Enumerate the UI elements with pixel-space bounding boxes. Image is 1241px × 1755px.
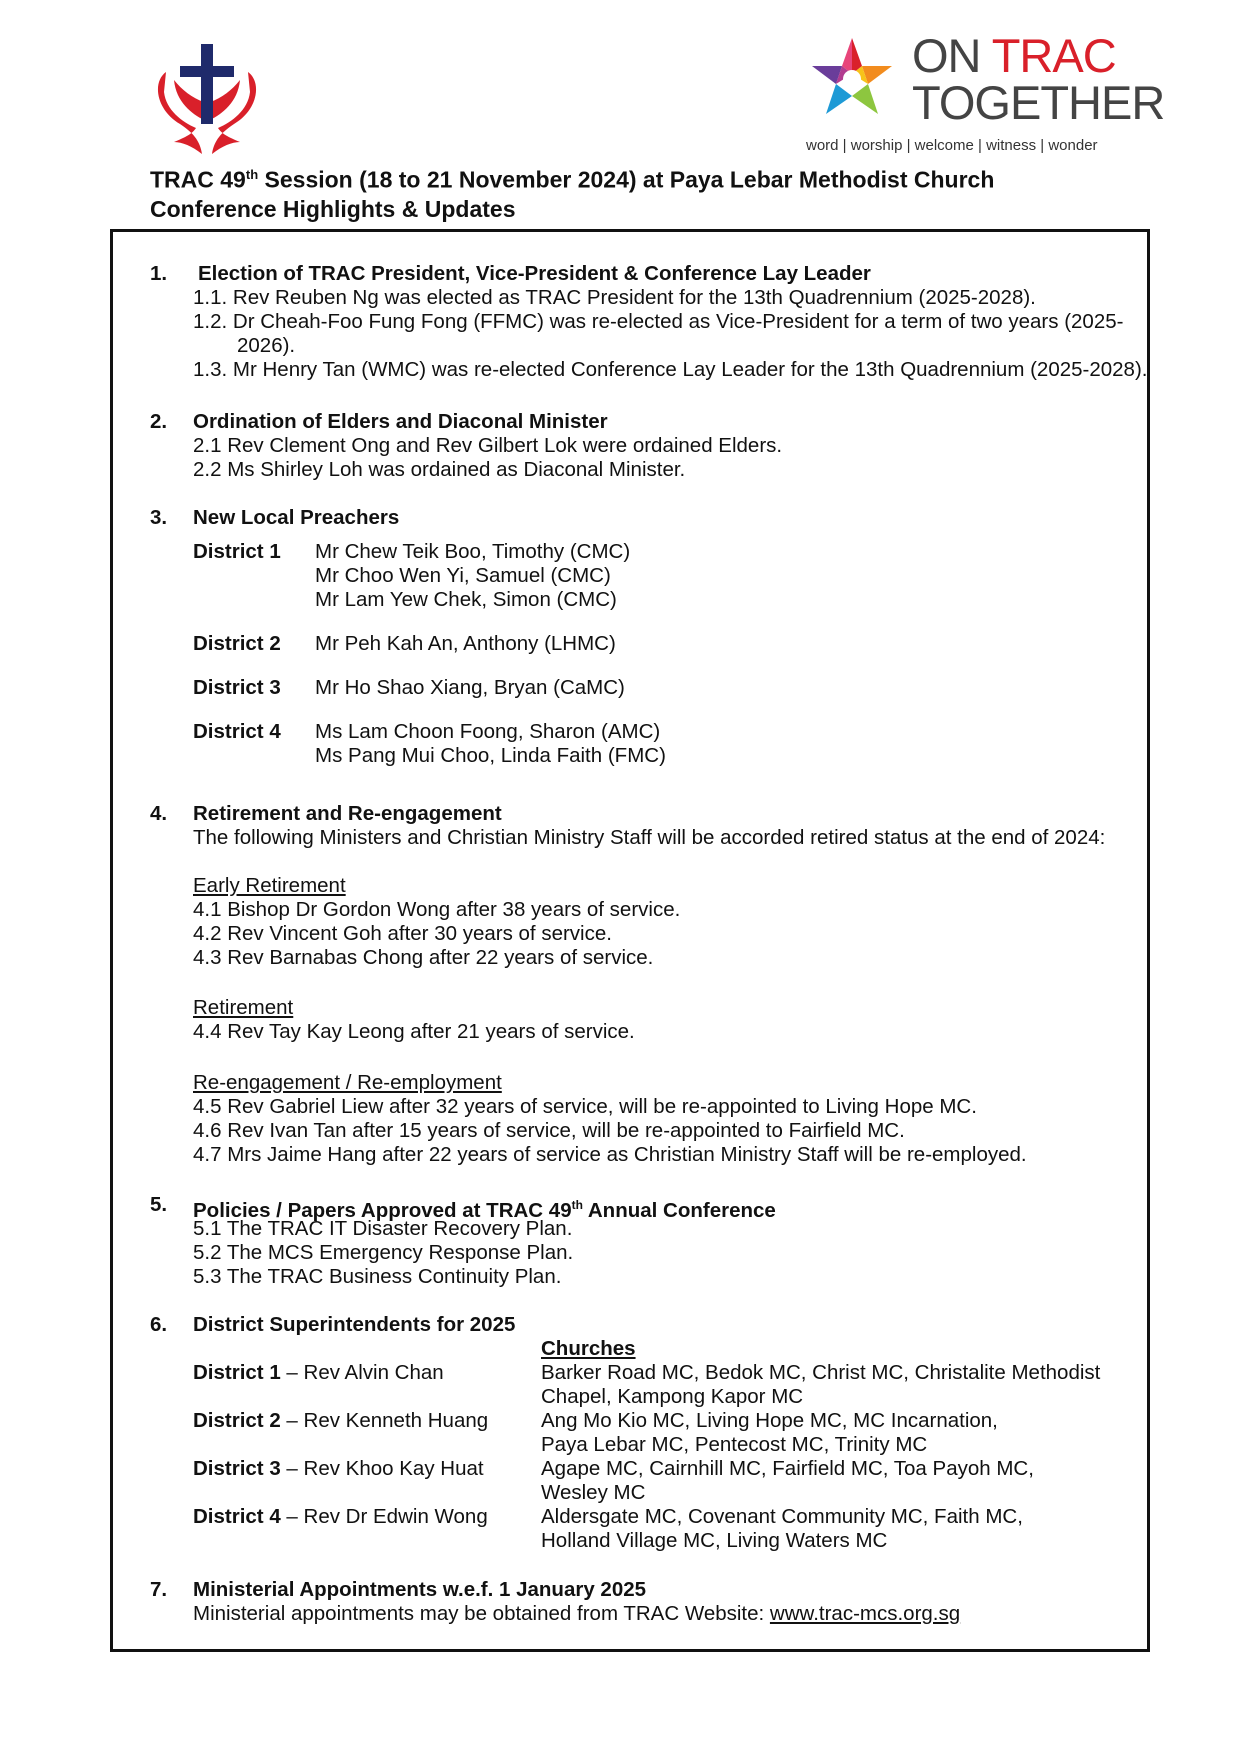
heading-line1-sup: th bbox=[245, 167, 259, 182]
trac-website-link[interactable]: www.trac-mcs.org.sg bbox=[769, 1602, 961, 1625]
section-7-title: Ministerial Appointments w.e.f. 1 January 2025 bbox=[193, 1578, 647, 1601]
ds-district-2-label: District 2 bbox=[193, 1409, 281, 1432]
section-6-number: 6. bbox=[150, 1313, 168, 1336]
section-7-text-body: Ministerial appointments may be obtained from TRAC Website: bbox=[193, 1602, 770, 1625]
ds-district-3-churches-1: Agape MC, Cairnhill MC, Fairfield MC, Toa Payoh MC, bbox=[541, 1457, 1034, 1480]
heading-line2: Conference Highlights & Updates bbox=[150, 195, 516, 222]
logo-tagline: word | worship | welcome | witness | wonder bbox=[806, 137, 1098, 154]
section-1-item-2a: 1.2. Dr Cheah-Foo Fung Fong (FFMC) was re-elected as Vice-President for a term of two years (2025- bbox=[193, 310, 1124, 333]
section-1-number: 1. bbox=[150, 262, 168, 285]
section-5-title-post: Annual Conference bbox=[582, 1198, 776, 1222]
ds-district-2-churches-2: Paya Lebar MC, Pentecost MC, Trinity MC bbox=[541, 1433, 928, 1456]
section-4-item-7: 4.7 Mrs Jaime Hang after 22 years of service as Christian Ministry Staff will be re-employed. bbox=[193, 1143, 1027, 1166]
preachers-district-2: District 2 bbox=[193, 632, 281, 655]
ds-district-1-churches-2: Chapel, Kampong Kapor MC bbox=[541, 1385, 804, 1408]
retirement-heading: Retirement bbox=[193, 996, 294, 1019]
section-4-item-5: 4.5 Rev Gabriel Liew after 32 years of service, will be re-appointed to Living Hope MC. bbox=[193, 1095, 977, 1118]
ds-district-3-churches-2: Wesley MC bbox=[541, 1481, 646, 1504]
preacher-d1-b: Mr Choo Wen Yi, Samuel (CMC) bbox=[315, 564, 611, 587]
section-4-item-1: 4.1 Bishop Dr Gordon Wong after 38 years of service. bbox=[193, 898, 681, 921]
section-4-item-2: 4.2 Rev Vincent Goh after 30 years of service. bbox=[193, 922, 612, 945]
section-2-title: Ordination of Elders and Diaconal Minister bbox=[193, 410, 608, 433]
section-5-item-3: 5.3 The TRAC Business Continuity Plan. bbox=[193, 1265, 562, 1288]
preacher-d1-a: Mr Chew Teik Boo, Timothy (CMC) bbox=[315, 540, 631, 563]
ds-district-1-churches-1: Barker Road MC, Bedok MC, Christ MC, Christalite Methodist bbox=[541, 1361, 1101, 1384]
section-3-title: New Local Preachers bbox=[193, 506, 400, 529]
section-5-title-sup: th bbox=[571, 1198, 583, 1212]
preacher-d2-a: Mr Peh Kah An, Anthony (LHMC) bbox=[315, 632, 616, 655]
preachers-district-3: District 3 bbox=[193, 676, 281, 699]
wordmark-trac: TRAC bbox=[991, 29, 1116, 82]
ds-district-2-churches-1: Ang Mo Kio MC, Living Hope MC, MC Incarnation, bbox=[541, 1409, 998, 1432]
section-4-intro: The following Ministers and Christian Ministry Staff will be accorded retired status at the end of 2024: bbox=[193, 826, 1106, 849]
wordmark-on: ON bbox=[912, 29, 992, 82]
heading-line1-post: Session (18 to 21 November 2024) at Paya Lebar Methodist Church bbox=[258, 166, 995, 193]
section-5-number: 5. bbox=[150, 1193, 168, 1216]
churches-heading: Churches bbox=[541, 1337, 636, 1360]
section-7-text bbox=[193, 1602, 960, 1626]
section-3-number: 3. bbox=[150, 506, 168, 529]
document-heading bbox=[150, 160, 994, 224]
section-4-item-4: 4.4 Rev Tay Kay Leong after 21 years of service. bbox=[193, 1020, 635, 1043]
ds-district-4-churches-1: Aldersgate MC, Covenant Community MC, Faith MC, bbox=[541, 1505, 1023, 1528]
ds-district-3-label: District 3 bbox=[193, 1457, 281, 1480]
ds-district-1-label: District 1 bbox=[193, 1361, 281, 1384]
ds-district-4-churches-2: Holland Village MC, Living Waters MC bbox=[541, 1529, 888, 1552]
wordmark-together: TOGETHER bbox=[912, 76, 1165, 129]
heading-line1-pre: TRAC 49 bbox=[150, 166, 246, 193]
section-5-item-2: 5.2 The MCS Emergency Response Plan. bbox=[193, 1241, 574, 1264]
section-2-item-2: 2.2 Ms Shirley Loh was ordained as Diaconal Minister. bbox=[193, 458, 686, 481]
superintendent-district-3 bbox=[193, 1457, 484, 1481]
superintendent-district-2 bbox=[193, 1409, 488, 1433]
on-trac-together-star-logo bbox=[806, 34, 898, 124]
methodist-cross-flame-logo bbox=[152, 42, 262, 157]
preacher-d4-a: Ms Lam Choon Foong, Sharon (AMC) bbox=[315, 720, 661, 743]
section-1-title: Election of TRAC President, Vice-President & Conference Lay Leader bbox=[198, 262, 871, 285]
ds-district-4-label: District 4 bbox=[193, 1505, 281, 1528]
section-1-item-1: 1.1. Rev Reuben Ng was elected as TRAC President for the 13th Quadrennium (2025-2028). bbox=[193, 286, 1036, 309]
superintendent-district-1 bbox=[193, 1361, 444, 1385]
ds-district-3-name: – Rev Khoo Kay Huat bbox=[280, 1457, 484, 1480]
section-4-title: Retirement and Re-engagement bbox=[193, 802, 502, 825]
section-2-item-1: 2.1 Rev Clement Ong and Rev Gilbert Lok were ordained Elders. bbox=[193, 434, 783, 457]
superintendent-district-4 bbox=[193, 1505, 488, 1529]
ds-district-2-name: – Rev Kenneth Huang bbox=[280, 1409, 489, 1432]
section-2-number: 2. bbox=[150, 410, 168, 433]
section-4-number: 4. bbox=[150, 802, 168, 825]
section-1-item-3: 1.3. Mr Henry Tan (WMC) was re-elected Conference Lay Leader for the 13th Quadrennium (2025-2028). bbox=[193, 358, 1148, 381]
section-1-item-2b: 2026). bbox=[237, 334, 296, 357]
ds-district-1-name: – Rev Alvin Chan bbox=[280, 1361, 444, 1384]
ds-district-4-name: – Rev Dr Edwin Wong bbox=[280, 1505, 488, 1528]
section-4-item-6: 4.6 Rev Ivan Tan after 15 years of service, will be re-appointed to Fairfield MC. bbox=[193, 1119, 905, 1142]
preacher-d1-c: Mr Lam Yew Chek, Simon (CMC) bbox=[315, 588, 617, 611]
early-retirement-heading: Early Retirement bbox=[193, 874, 346, 897]
preacher-d3-a: Mr Ho Shao Xiang, Bryan (CaMC) bbox=[315, 676, 625, 699]
section-7-number: 7. bbox=[150, 1578, 168, 1601]
preacher-d4-b: Ms Pang Mui Choo, Linda Faith (FMC) bbox=[315, 744, 666, 767]
section-5-item-1: 5.1 The TRAC IT Disaster Recovery Plan. bbox=[193, 1217, 573, 1240]
reengagement-heading: Re-engagement / Re-employment bbox=[193, 1071, 502, 1094]
on-trac-together-wordmark bbox=[912, 29, 1165, 129]
section-6-title: District Superintendents for 2025 bbox=[193, 1313, 516, 1336]
section-4-item-3: 4.3 Rev Barnabas Chong after 22 years of service. bbox=[193, 946, 654, 969]
preachers-district-1: District 1 bbox=[193, 540, 281, 563]
section-5-title-pre: Policies / Papers Approved at TRAC 49 bbox=[193, 1198, 572, 1222]
preachers-district-4: District 4 bbox=[193, 720, 281, 743]
